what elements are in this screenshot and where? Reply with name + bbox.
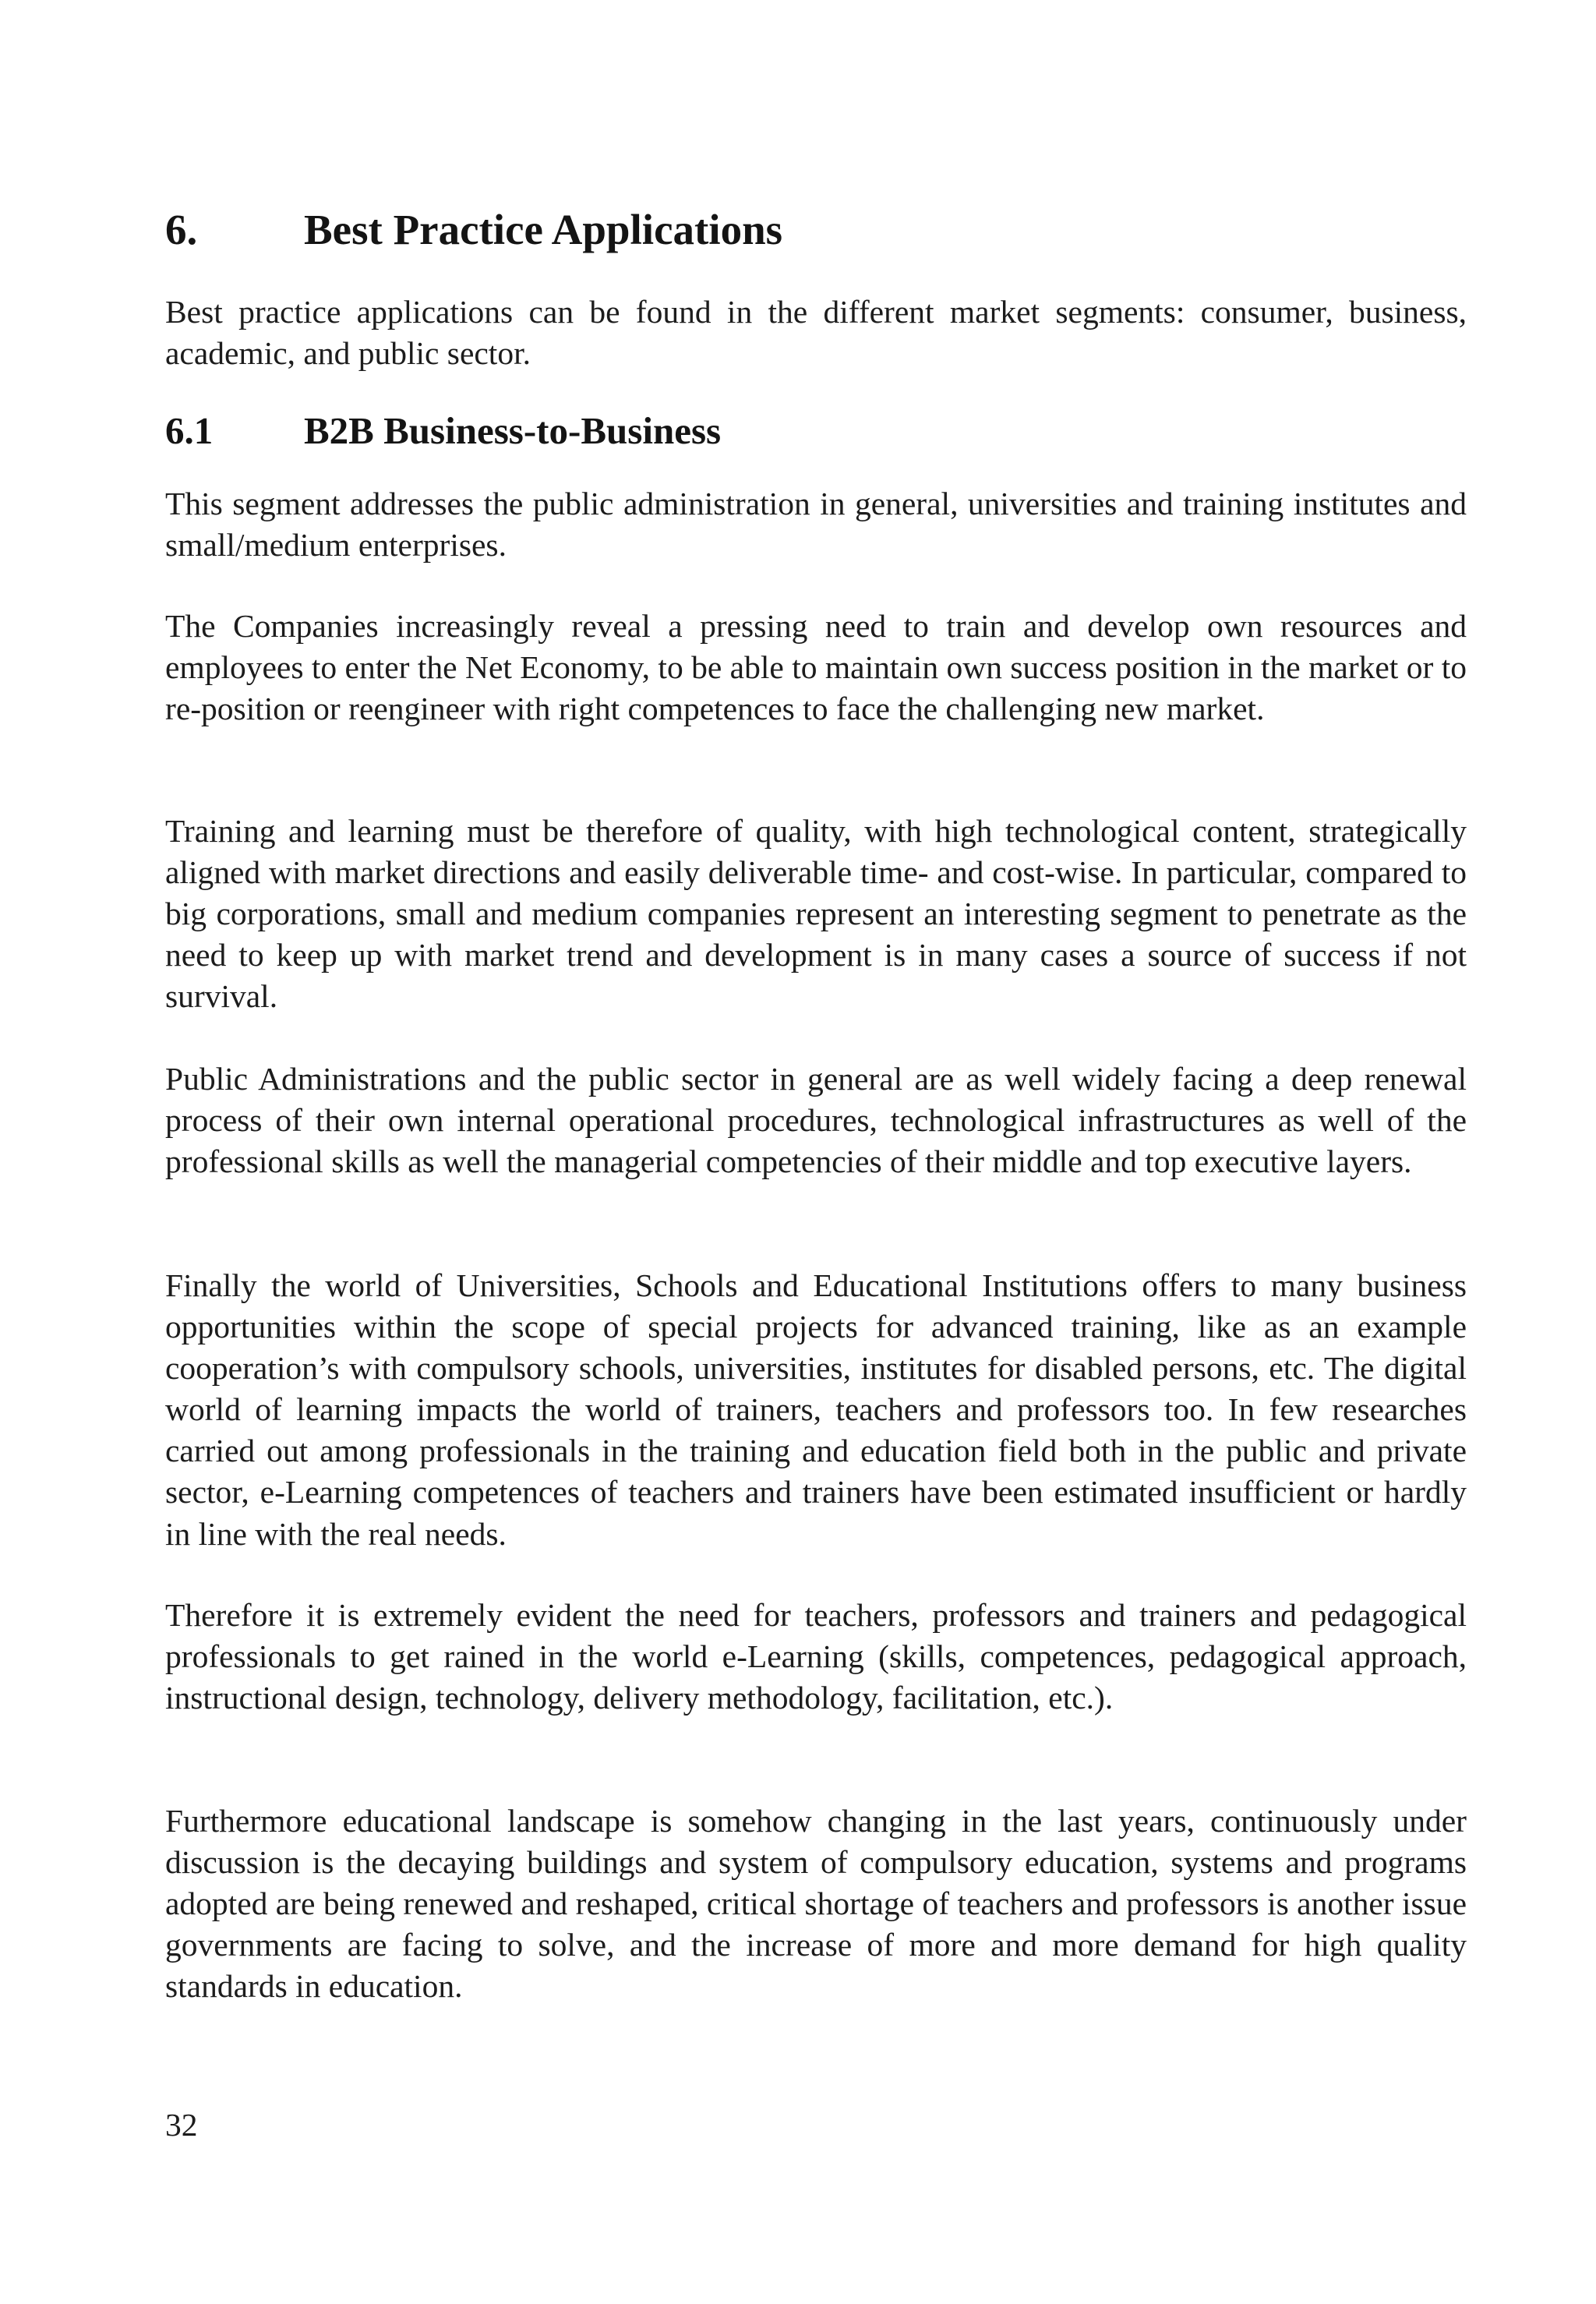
subsection-title: B2B Business-to-Business [304,409,722,452]
section-heading [165,199,783,261]
section-title: Best Practice Applications [304,206,783,253]
body-paragraph: Therefore it is extremely evident the need for teachers, professors and trainers and pedagogical professionals to get rained in the world e-Learning (skills, competences, pedagogical approach, instructional design, technology, delivery methodology, facilitation, etc.). [165,1597,1467,1716]
subsection-heading [165,404,722,458]
section-number: 6. [165,206,198,253]
body-paragraph: Furthermore educational landscape is somehow changing in the last years, continuously under discussion is the decaying buildings and system of compulsory education, systems and programs adopted are being renewed and reshaped, critical shortage of teachers and professors is another issue governments are facing to solve, and the increase of more and more demand for high quality standards in education. [165,1803,1467,2005]
subsection-number: 6.1 [165,409,214,452]
body-paragraph: The Companies increasingly reveal a pressing need to train and develop own resources and employees to enter the Net Economy, to be able to maintain own success position in the market or to re-position or reengineer with right competences to face the challenging new market. [165,608,1467,727]
body-paragraph: Finally the world of Universities, Schools and Educational Institutions offers to many business opportunities within the scope of special projects for advanced training, like as an example cooperation’s with compulsory schools, universities, institutes for disabled persons, etc. The digital world of learning impacts the world of trainers, teachers and professors too. In few researches carried out among professionals in the training and education field both in the public and private sector, e-Learning competences of teachers and trainers have been estimated insufficient or hardly in line with the real needs. [165,1267,1467,1552]
page-number: 32 [165,2107,198,2143]
body-paragraph: This segment addresses the public administration in general, universities and training institutes and small/medium enterprises. [165,486,1467,564]
body-paragraph: Training and learning must be therefore of quality, with high technological content, strategically aligned with market directions and easily deliverable time- and cost-wise. In particular, compared to big corporations, small and medium companies represent an interesting segment to penetrate as the need to keep up with market trend and development is in many cases a source of success if not survival. [165,813,1467,1015]
body-paragraph: Public Administrations and the public sector in general are as well widely facing a deep renewal process of their own internal operational procedures, technological infrastructures as well of the professional skills as well the managerial competencies of their middle and top executive layers. [165,1061,1467,1180]
section-intro-paragraph: Best practice applications can be found in the different market segments: consumer, business, academic, and public sector. [165,294,1467,372]
